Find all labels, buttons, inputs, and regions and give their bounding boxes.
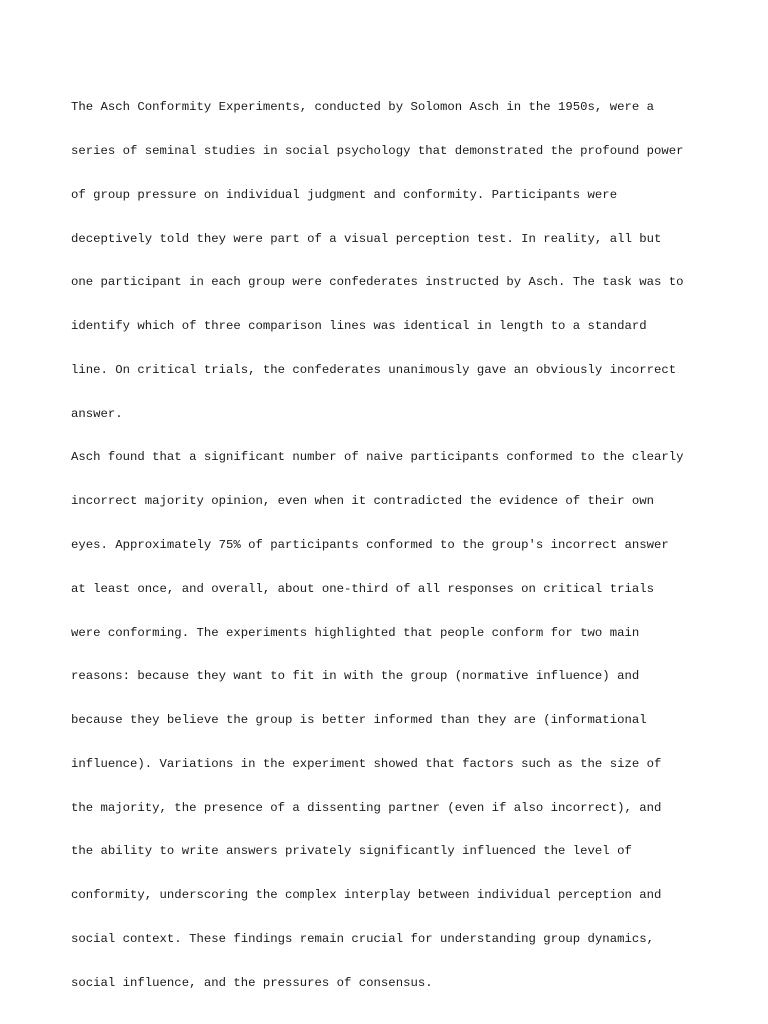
- text-line: the ability to write answers privately significantly influenced the level of: [71, 844, 632, 859]
- text-line: at least once, and overall, about one-third of all responses on critical trials: [71, 581, 654, 596]
- text-line: were conforming. The experiments highlighted that people conform for two main: [71, 625, 640, 640]
- text-line: Asch found that a significant number of naive participants conformed to the clearly: [71, 450, 684, 465]
- text-line: eyes. Approximately 75% of participants conformed to the group's incorrect answer: [71, 538, 669, 552]
- text-line: social influence, and the pressures of consensus.: [71, 975, 433, 990]
- text-line: deceptively told they were part of a visual perception test. In reality, all but: [71, 231, 662, 246]
- text-line: series of seminal studies in social psychology that demonstrated the profound power: [71, 143, 684, 158]
- text-line: The Asch Conformity Experiments, conducted by Solomon Asch in the 1950s, were a: [71, 100, 654, 115]
- text-line: identify which of three comparison lines was identical in length to a standard: [71, 319, 647, 334]
- text-line: incorrect majority opinion, even when it contradicted the evidence of their own: [71, 494, 654, 509]
- text-line: conformity, underscoring the complex interplay between individual perception and: [71, 888, 662, 903]
- text-line: influence). Variations in the experiment showed that factors such as the size of: [71, 756, 662, 771]
- text-line: one participant in each group were confederates instructed by Asch. The task was to: [71, 275, 684, 290]
- document-body: [71, 71, 711, 1005]
- text-line: line. On critical trials, the confederates unanimously gave an obviously incorrect: [71, 362, 677, 377]
- text-line: reasons: because they want to fit in with the group (normative influence) and: [71, 669, 640, 684]
- text-line: because they believe the group is better informed than they are (informational: [71, 713, 647, 728]
- text-line: the majority, the presence of a dissenting partner (even if also incorrect), and: [71, 800, 662, 815]
- text-line: answer.: [71, 406, 123, 421]
- text-line: of group pressure on individual judgment and conformity. Participants were: [71, 187, 618, 202]
- text-line: social context. These findings remain crucial for understanding group dynamics,: [71, 932, 654, 947]
